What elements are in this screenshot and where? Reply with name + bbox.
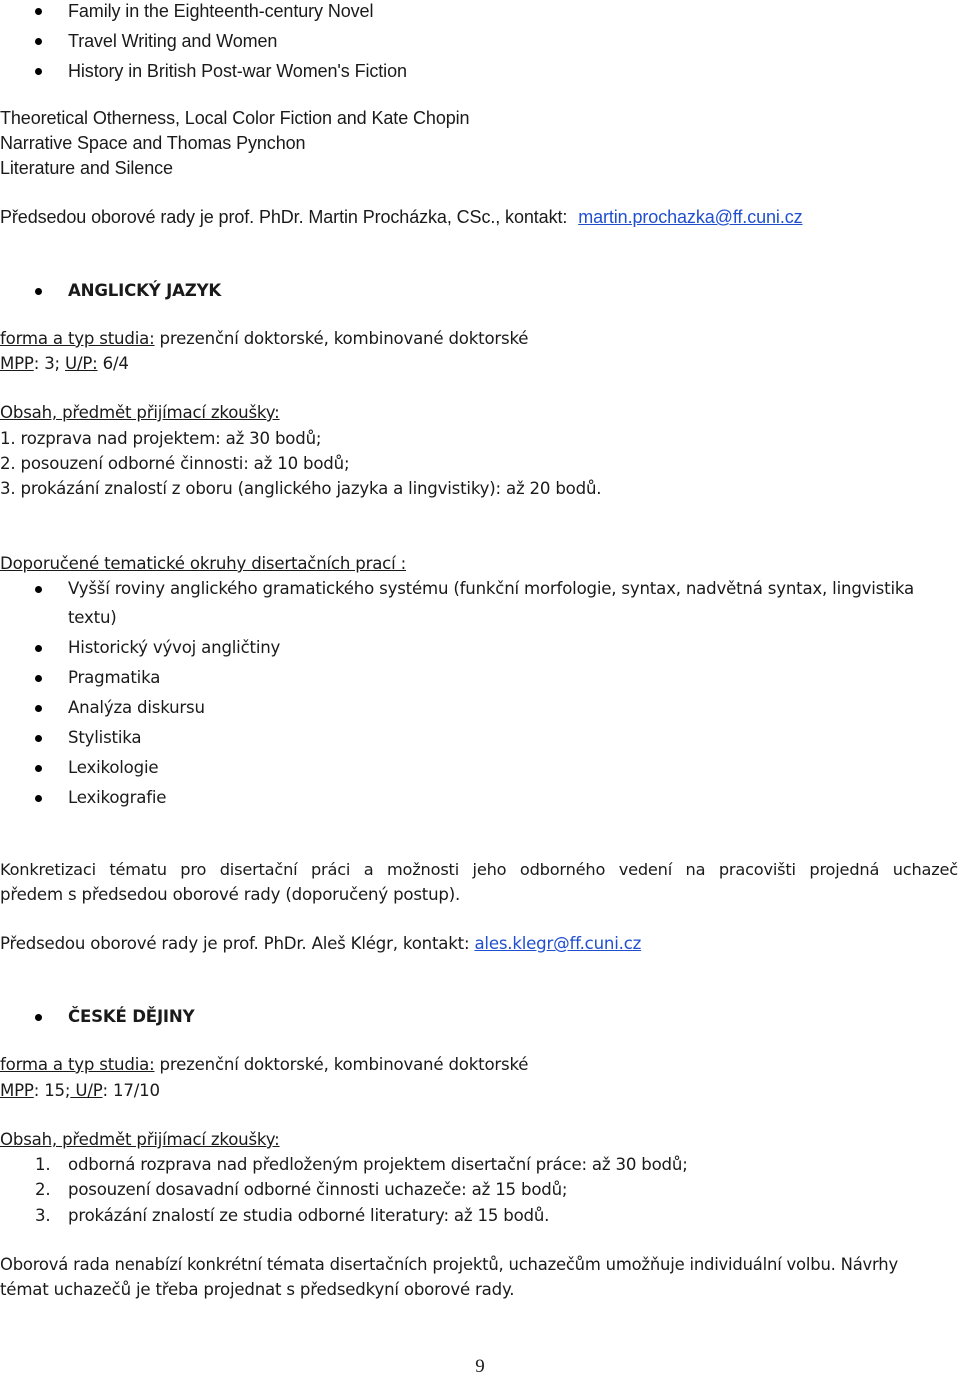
- study-form-line: [0, 328, 528, 350]
- topic-line: Theoretical Otherness, Local Color Fiction and Kate Chopin: [0, 108, 470, 128]
- chair-email-link[interactable]: ales.klegr@ff.cuni.cz: [474, 934, 642, 953]
- chair-text: Předsedou oborové rady je prof. PhDr. Aleš Klégr, kontakt:: [0, 934, 475, 953]
- exam-label: Obsah, předmět přijímací zkoušky:: [0, 403, 280, 422]
- mpp-value: : 3;: [33, 354, 66, 373]
- exam-item: 1. rozprava nad projektem: až 30 bodů;: [0, 429, 322, 448]
- up-value: 6/4: [97, 354, 129, 373]
- mpp-line: [0, 1080, 160, 1102]
- exam-item-text: odborná rozprava nad předloženým projektem disertační práce: až 30 bodů;: [68, 1155, 688, 1174]
- topic-line: Narrative Space and Thomas Pynchon: [0, 133, 306, 153]
- chair-text: Předsedou oborové rady je prof. PhDr. Martin Procházka, CSc., kontakt:: [0, 207, 568, 227]
- up-label: U/P: [70, 1081, 103, 1100]
- note-line: témat uchazečů je třeba projednat s předsedkyní oborové rady.: [0, 1280, 515, 1299]
- study-form-value: prezenční doktorské, kombinované doktorské: [154, 1055, 529, 1074]
- paragraph-line: předem s předsedou oborové rady (doporučený postup).: [0, 885, 461, 904]
- mpp-line: [0, 353, 129, 375]
- mpp-label: MPP: [0, 354, 34, 373]
- bullet-icon: [35, 586, 42, 593]
- bullet-icon: [35, 1014, 42, 1021]
- bullet-icon: [35, 38, 42, 45]
- exam-item-text: prokázání znalostí ze studia odborné literatury: až 15 bodů.: [68, 1206, 550, 1225]
- exam-label: Obsah, předmět přijímací zkoušky:: [0, 1130, 280, 1149]
- topic-line: Literature and Silence: [0, 158, 173, 178]
- bullet-icon: [35, 795, 42, 802]
- study-form-value: prezenční doktorské, kombinované doktorské: [154, 329, 529, 348]
- exam-item-number: 3.: [35, 1206, 51, 1225]
- up-value: : 17/10: [102, 1081, 160, 1100]
- study-form-label: forma a typ studia:: [0, 329, 155, 348]
- chair-email-link[interactable]: martin.prochazka@ff.cuni.cz: [578, 207, 803, 227]
- bullet-icon: [35, 8, 42, 15]
- bullet-icon: [35, 288, 42, 295]
- bullet-icon: [35, 645, 42, 652]
- up-label: U/P:: [65, 354, 98, 373]
- bullet-icon: [35, 735, 42, 742]
- page-number: 9: [475, 1356, 485, 1377]
- mpp-label: MPP: [0, 1081, 34, 1100]
- exam-item-number: 2.: [35, 1180, 51, 1199]
- bullet-icon: [35, 705, 42, 712]
- study-form-line: [0, 1054, 528, 1076]
- exam-item: 3. prokázání znalostí z oboru (anglického jazyka a lingvistiky): až 20 bodů.: [0, 479, 602, 498]
- bullet-icon: [35, 675, 42, 682]
- study-form-label: forma a typ studia:: [0, 1055, 155, 1074]
- topics-label: Doporučené tematické okruhy disertačních prací :: [0, 554, 406, 573]
- bullet-icon: [35, 68, 42, 75]
- note-line: Oborová rada nenabízí konkrétní témata disertačních projektů, uchazečům umožňuje individuální volbu. Návrhy: [0, 1255, 898, 1274]
- exam-item-number: 1.: [35, 1155, 51, 1174]
- paragraph-line: Konkretizaci tématu pro disertační práci a možnosti jeho odborného vedení na pracovišti projedná uchazeč: [0, 860, 958, 879]
- exam-item: 2. posouzení odborné činnosti: až 10 bodů;: [0, 454, 350, 473]
- bullet-icon: [35, 765, 42, 772]
- chair-line: [0, 933, 641, 955]
- chair-line: [0, 206, 803, 228]
- exam-item-text: posouzení dosavadní odborné činnosti uchazeče: až 15 bodů;: [68, 1180, 568, 1199]
- mpp-value: : 15;: [33, 1081, 71, 1100]
